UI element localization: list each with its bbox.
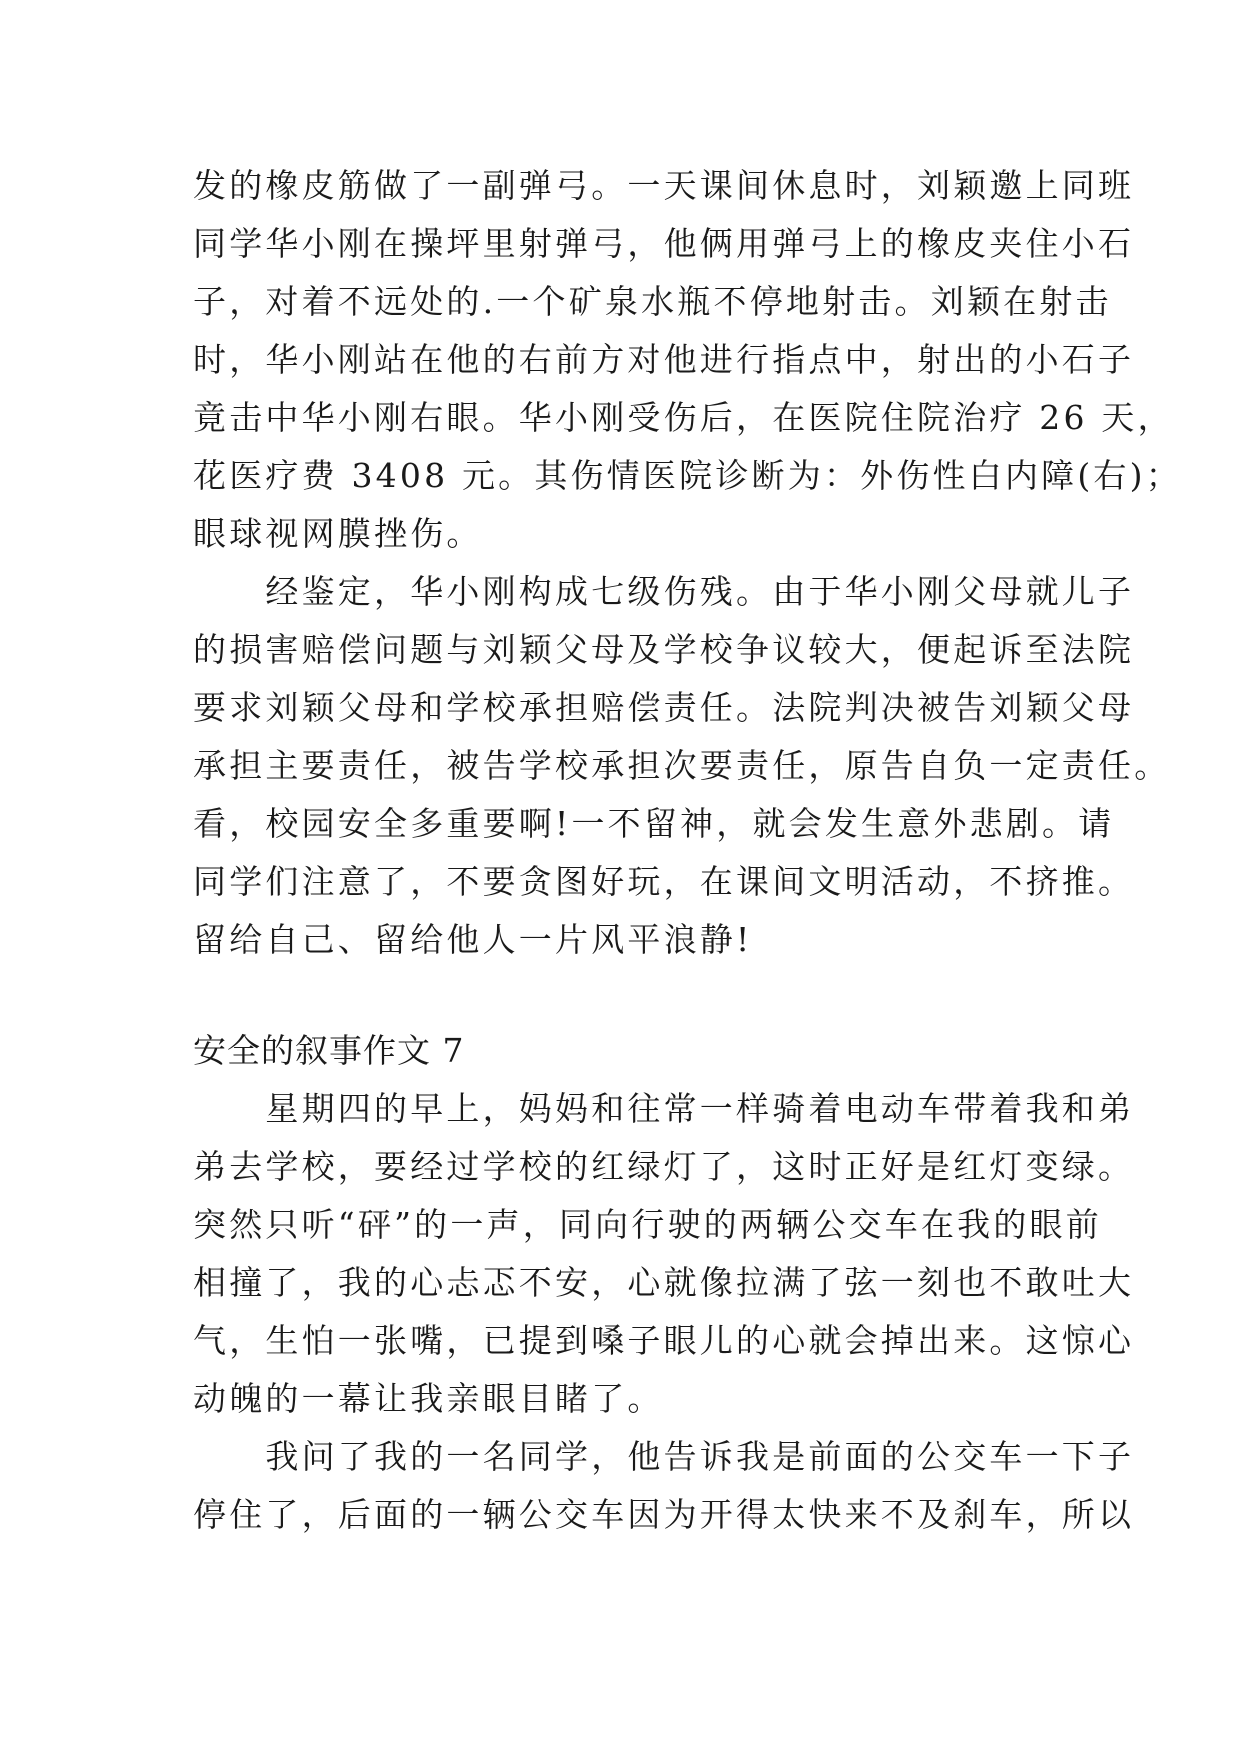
text-line: 花医疗费 3408 元。其伤情医院诊断为：外伤性白内障(右)； — [193, 456, 1182, 495]
text-line: 留给自己、留给他人一片风平浪静! — [193, 920, 753, 959]
text-line: 时，华小刚站在他的右前方对他进行指点中，射出的小石子 — [193, 340, 1135, 379]
text-line: 弟去学校，要经过学校的红绿灯了，这时正好是红灯变绿。 — [193, 1147, 1135, 1186]
text-line: 动魄的一幕让我亲眼目睹了。 — [193, 1379, 664, 1418]
text-line: 相撞了，我的心忐忑不安，心就像拉满了弦一刻也不敢吐大 — [193, 1263, 1135, 1302]
text-line: 停住了，后面的一辆公交车因为开得太快来不及刹车，所以 — [193, 1495, 1135, 1534]
text-line: 同学们注意了，不要贪图好玩，在课间文明活动，不挤推。 — [193, 862, 1135, 901]
text-line: 竟击中华小刚右眼。华小刚受伤后，在医院住院治疗 26 天， — [193, 398, 1174, 437]
text-line: 子，对着不远处的.一个矿泉水瓶不停地射击。刘颖在射击 — [193, 282, 1112, 321]
text-line: 我问了我的一名同学，他告诉我是前面的公交车一下子 — [193, 1437, 1135, 1476]
text-line: 突然只听“砰”的一声，同向行驶的两辆公交车在我的眼前 — [193, 1205, 1102, 1244]
text-line: 星期四的早上，妈妈和往常一样骑着电动车带着我和弟 — [193, 1089, 1135, 1128]
text-line: 的损害赔偿问题与刘颖父母及学校争议较大，便起诉至法院 — [193, 630, 1135, 669]
text-line: 同学华小刚在操坪里射弹弓，他俩用弹弓上的橡皮夹住小石 — [193, 224, 1135, 263]
text-line: 眼球视网膜挫伤。 — [193, 514, 483, 553]
text-line: 看，校园安全多重要啊!一不留神，就会发生意外悲剧。请 — [193, 804, 1115, 843]
section-title: 安全的叙事作文 7 — [193, 1031, 465, 1070]
text-line: 气，生怕一张嘴，已提到嗓子眼儿的心就会掉出来。这惊心 — [193, 1321, 1135, 1360]
text-line: 承担主要责任，被告学校承担次要责任，原告自负一定责任。 — [193, 746, 1171, 785]
text-line: 经鉴定，华小刚构成七级伤残。由于华小刚父母就儿子 — [193, 572, 1135, 611]
text-line: 要求刘颖父母和学校承担赔偿责任。法院判决被告刘颖父母 — [193, 688, 1135, 727]
text-line: 发的橡皮筋做了一副弹弓。一天课间休息时，刘颖邀上同班 — [193, 166, 1135, 205]
